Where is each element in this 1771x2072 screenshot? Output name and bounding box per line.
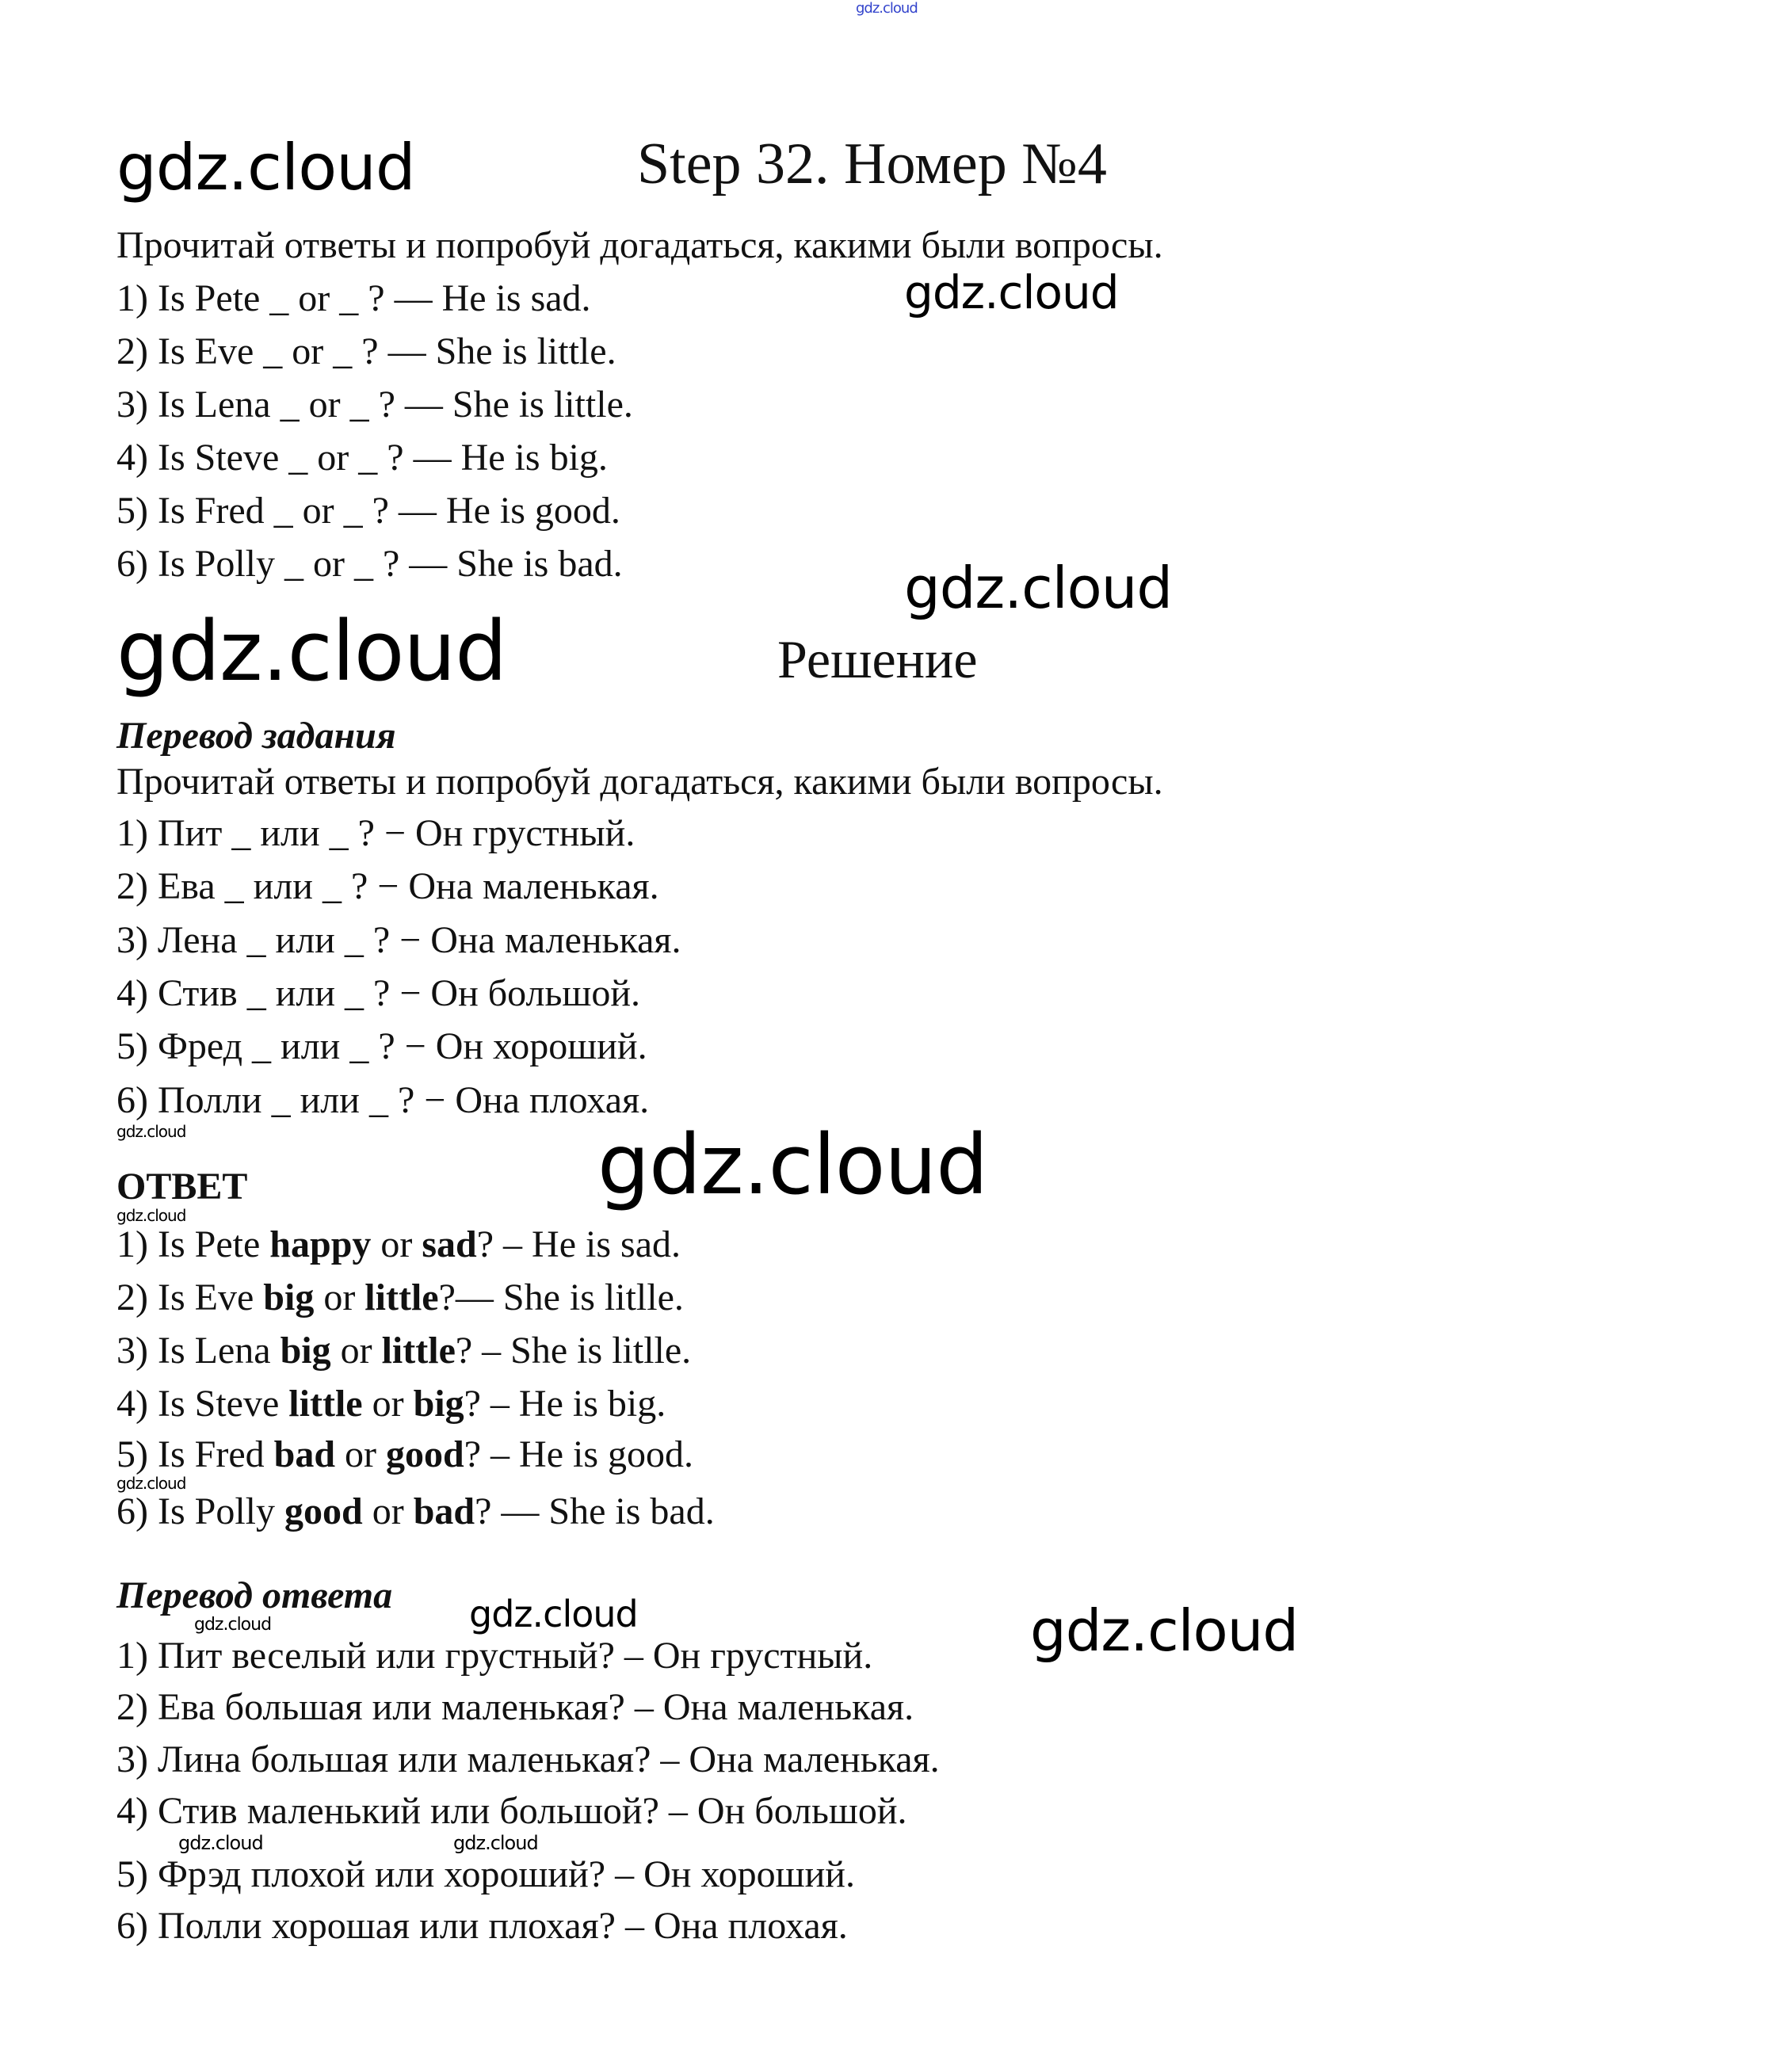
task-item: 4) Is Steve _ or _ ? — He is big. — [116, 437, 608, 479]
answer-translation-item: 3) Лина большая или маленькая? – Она маленькая. — [116, 1738, 940, 1780]
answer-text: or — [335, 1433, 387, 1475]
watermark: gdz.cloud — [597, 1116, 988, 1213]
answer-text: ? – He is big. — [464, 1383, 666, 1425]
answer-text: 3) Is Lena — [116, 1330, 281, 1372]
watermark: gdz.cloud — [469, 1593, 638, 1635]
watermark: gdz.cloud — [453, 1832, 538, 1854]
watermark-logo: gdz.cloud — [116, 603, 507, 700]
answer-translation-item: 5) Фрэд плохой или хороший? – Он хороший. — [116, 1853, 855, 1895]
answer-text: 2) Is Eve — [116, 1276, 264, 1318]
answer-word: good — [284, 1490, 363, 1532]
answer-item — [116, 1332, 691, 1370]
answer-translation-item: 2) Ева большая или маленькая? – Она маленькая. — [116, 1686, 914, 1728]
watermark: gdz.cloud — [178, 1832, 263, 1854]
translation-item: 6) Полли _ или _ ? − Она плохая. — [116, 1079, 650, 1121]
answer-word: happy — [269, 1223, 372, 1265]
answer-translation-item: 1) Пит веселый или грустный? – Он грустный. — [116, 1635, 873, 1677]
page-title: Step 32. Номер №4 — [637, 132, 1107, 197]
watermark: gdz.cloud — [904, 265, 1119, 319]
translation-item: 2) Ева _ или _ ? − Она маленькая. — [116, 865, 659, 907]
task-item: 2) Is Eve _ or _ ? — She is little. — [116, 330, 616, 372]
task-item: 6) Is Polly _ or _ ? — She is bad. — [116, 543, 623, 585]
translation-heading: Перевод задания — [116, 715, 396, 757]
answer-heading: ОТВЕТ — [116, 1166, 248, 1208]
answer-word: big — [280, 1330, 331, 1372]
answer-item — [116, 1223, 681, 1265]
answer-word: big — [263, 1276, 315, 1318]
watermark: gdz.cloud — [194, 1615, 272, 1635]
watermark-logo: gdz.cloud — [116, 131, 415, 204]
answer-item — [116, 1433, 694, 1475]
task-item: 5) Is Fred _ or _ ? — He is good. — [116, 490, 620, 532]
solution-heading: Решение — [777, 629, 978, 689]
answer-text: 6) Is Polly — [116, 1490, 285, 1532]
answer-word: bad — [273, 1433, 336, 1475]
answer-translation-heading: Перевод ответа — [116, 1574, 393, 1616]
answer-translation-item: 4) Стив маленький или большой? – Он большой. — [116, 1790, 907, 1832]
answer-item — [116, 1385, 666, 1423]
answer-text: ?— She is litlle. — [438, 1276, 684, 1318]
answer-word: little — [288, 1383, 363, 1425]
answer-text: or — [371, 1223, 422, 1265]
answer-text: or — [362, 1383, 414, 1425]
answer-text: 1) Is Pete — [116, 1223, 270, 1265]
watermark: gdz.cloud — [116, 1122, 186, 1141]
watermark: gdz.cloud — [116, 1474, 186, 1493]
translation-item: 3) Лена _ или _ ? − Она маленькая. — [116, 919, 681, 961]
answer-item — [116, 1490, 715, 1532]
task-item: 3) Is Lena _ or _ ? — She is little. — [116, 383, 633, 425]
answer-word: little — [381, 1330, 456, 1372]
task-instruction: Прочитай ответы и попробуй догадаться, какими были вопросы. — [116, 224, 1163, 266]
translation-item: 1) Пит _ или _ ? − Он грустный. — [116, 812, 635, 854]
answer-text: ? – He is sad. — [476, 1223, 681, 1265]
translation-item: 5) Фред _ или _ ? − Он хороший. — [116, 1025, 647, 1067]
translation-item: 4) Стив _ или _ ? − Он большой. — [116, 972, 641, 1014]
answer-text: or — [362, 1490, 414, 1532]
answer-word: good — [386, 1433, 464, 1475]
watermark-top: gdz.cloud — [856, 0, 918, 17]
answer-translation-item: 6) Полли хорошая или плохая? – Она плохая. — [116, 1905, 848, 1947]
answer-word: sad — [422, 1223, 477, 1265]
answer-item — [116, 1276, 684, 1318]
task-item: 1) Is Pete _ or _ ? — He is sad. — [116, 277, 591, 319]
answer-word: big — [413, 1383, 464, 1425]
answer-text: 4) Is Steve — [116, 1383, 289, 1425]
watermark: gdz.cloud — [904, 555, 1173, 621]
answer-text: ? — She is bad. — [475, 1490, 715, 1532]
answer-text: ? – He is good. — [464, 1433, 694, 1475]
answer-text: or — [314, 1276, 365, 1318]
answer-word: little — [365, 1276, 439, 1318]
translation-instruction: Прочитай ответы и попробуй догадаться, какими были вопросы. — [116, 761, 1163, 803]
watermark: gdz.cloud — [116, 1206, 186, 1225]
answer-text: ? – She is litlle. — [455, 1330, 692, 1372]
answer-text: or — [330, 1330, 382, 1372]
answer-text: 5) Is Fred — [116, 1433, 274, 1475]
answer-word: bad — [413, 1490, 475, 1532]
watermark: gdz.cloud — [1030, 1597, 1299, 1664]
